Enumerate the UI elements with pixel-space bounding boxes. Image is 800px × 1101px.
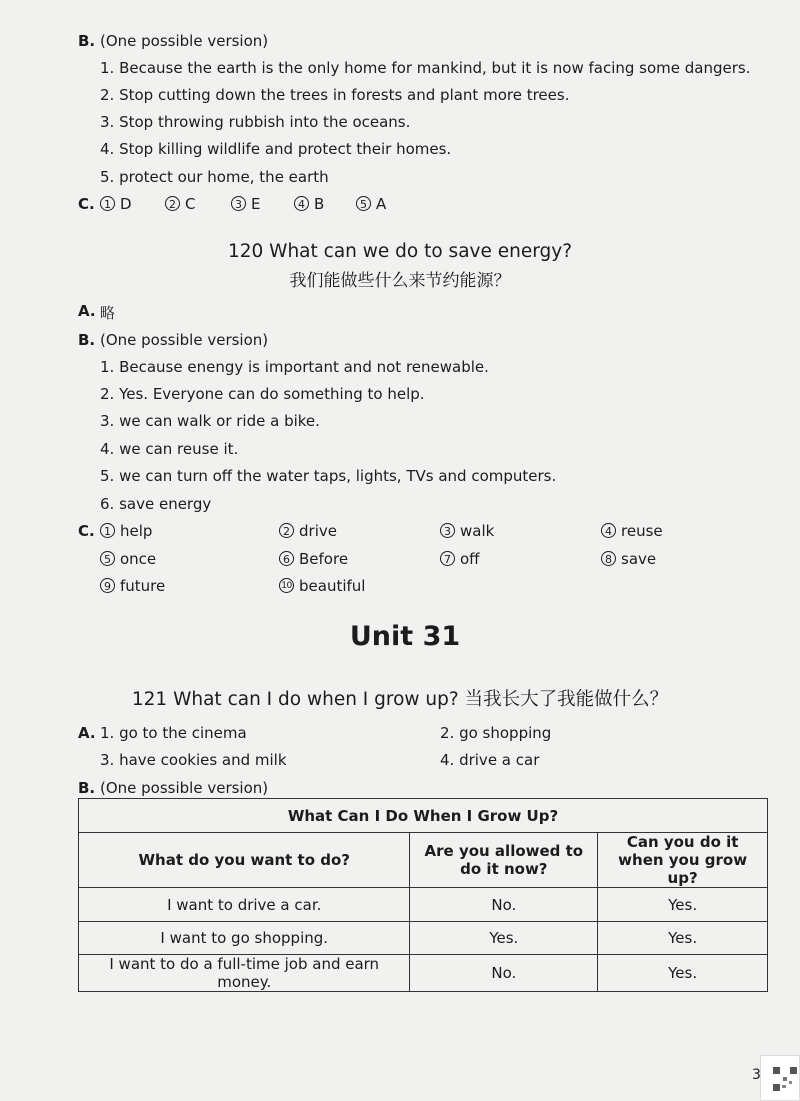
circled-number: 2 (165, 196, 180, 211)
l120-b-item: 1. Because enengy is important and not renewable. (100, 358, 489, 376)
top-c-label: C. (78, 195, 95, 213)
answer: once (120, 550, 157, 568)
table-row (79, 888, 768, 922)
circled-number: 4 (294, 196, 309, 211)
table-header: Can you do it when you grow up? (598, 833, 768, 888)
top-b-item: 2. Stop cutting down the trees in forests and plant more trees. (100, 86, 570, 104)
answer: off (460, 550, 480, 568)
circled-number: 4 (601, 523, 616, 538)
circled-number: 7 (440, 551, 455, 566)
l120-b-label: B. (78, 331, 96, 349)
answer: D (120, 195, 132, 213)
grow-up-table (78, 798, 768, 992)
answer: reuse (621, 522, 663, 540)
l121-a-item: 1. go to the cinema (100, 724, 247, 742)
table-cell: I want to go shopping. (79, 922, 410, 955)
l120-b-item: 3. we can walk or ride a bike. (100, 412, 320, 430)
circled-number: 1 (100, 196, 115, 211)
l120-b-item: 2. Yes. Everyone can do something to help. (100, 385, 425, 403)
answer: help (120, 522, 153, 540)
qr-code-image (760, 1055, 800, 1101)
circled-number: 3 (231, 196, 246, 211)
l120-b-item: 5. we can turn off the water taps, lights, TVs and computers. (100, 467, 557, 485)
top-b-item: 1. Because the earth is the only home for mankind, but it is now facing some dangers. (100, 59, 751, 77)
table-row (79, 955, 768, 992)
l120-c-item (279, 550, 348, 568)
top-c-item (356, 195, 386, 213)
top-b-item: 4. Stop killing wildlife and protect their homes. (100, 140, 452, 158)
unit-heading: Unit 31 (349, 621, 461, 652)
table-cell: No. (410, 888, 598, 922)
answer: drive (299, 522, 337, 540)
qr-code-icon (773, 1067, 797, 1091)
l120-b-item: 4. we can reuse it. (100, 440, 239, 458)
answer: walk (460, 522, 495, 540)
circled-number: 5 (356, 196, 371, 211)
l120-b-note: (One possible version) (100, 331, 269, 349)
l120-c-item (100, 522, 152, 540)
top-c-item (231, 195, 260, 213)
table-cell: I want to do a full-time job and earn money. (79, 955, 410, 992)
circled-number: 10 (279, 578, 294, 593)
l120-c-item (601, 522, 663, 540)
l120-a-text: 略 (100, 304, 116, 322)
answer: future (120, 577, 166, 595)
top-b-item: 5. protect our home, the earth (100, 168, 329, 186)
answer: E (251, 195, 261, 213)
table-cell: Yes. (598, 922, 768, 955)
lesson-120-title-zh: 我们能做些什么来节约能源？ (289, 271, 511, 291)
l121-a-label: A. (78, 724, 96, 742)
l120-b-item: 6. save energy (100, 495, 212, 513)
table-cell: Yes. (598, 955, 768, 992)
top-b-label: B. (78, 32, 96, 50)
page-number: 3 (752, 1067, 761, 1083)
table-row (79, 922, 768, 955)
l120-c-item (601, 550, 656, 568)
answer: A (376, 195, 387, 213)
answer: save (621, 550, 657, 568)
l121-b-note: (One possible version) (100, 779, 269, 797)
l120-a-label: A. (78, 302, 96, 320)
circled-number: 6 (279, 551, 294, 566)
circled-number: 8 (601, 551, 616, 566)
circled-number: 3 (440, 523, 455, 538)
answer: beautiful (299, 577, 366, 595)
l120-c-item (440, 522, 494, 540)
table-title: What Can I Do When I Grow Up? (79, 799, 768, 833)
lesson-120-title: 120 What can we do to save energy? (227, 241, 573, 262)
circled-number: 5 (100, 551, 115, 566)
l121-b-label: B. (78, 779, 96, 797)
l120-c-item (440, 550, 480, 568)
answer: C (185, 195, 196, 213)
table-cell: Yes. (598, 888, 768, 922)
answer: B (314, 195, 325, 213)
l120-c-label: C. (78, 522, 95, 540)
lesson-121-title: 121 What can I do when I grow up? 当我长大了我能做什么？ (131, 689, 669, 710)
circled-number: 1 (100, 523, 115, 538)
top-c-item (294, 195, 324, 213)
table-header: Are you allowed to do it now? (410, 833, 598, 888)
top-c-item (100, 195, 132, 213)
top-c-item (165, 195, 195, 213)
l121-a-item: 3. have cookies and milk (100, 751, 287, 769)
top-b-note: (One possible version) (100, 32, 269, 50)
l121-a-item: 4. drive a car (440, 751, 540, 769)
table-cell: I want to drive a car. (79, 888, 410, 922)
l120-c-item (100, 550, 156, 568)
l120-c-item (279, 522, 337, 540)
l120-c-item (279, 577, 365, 595)
circled-number: 9 (100, 578, 115, 593)
answer: Before (299, 550, 349, 568)
table-cell: No. (410, 955, 598, 992)
table-header: What do you want to do? (79, 833, 410, 888)
l120-c-item (100, 577, 165, 595)
table-cell: Yes. (410, 922, 598, 955)
circled-number: 2 (279, 523, 294, 538)
l121-a-item: 2. go shopping (440, 724, 552, 742)
top-b-item: 3. Stop throwing rubbish into the oceans. (100, 113, 411, 131)
